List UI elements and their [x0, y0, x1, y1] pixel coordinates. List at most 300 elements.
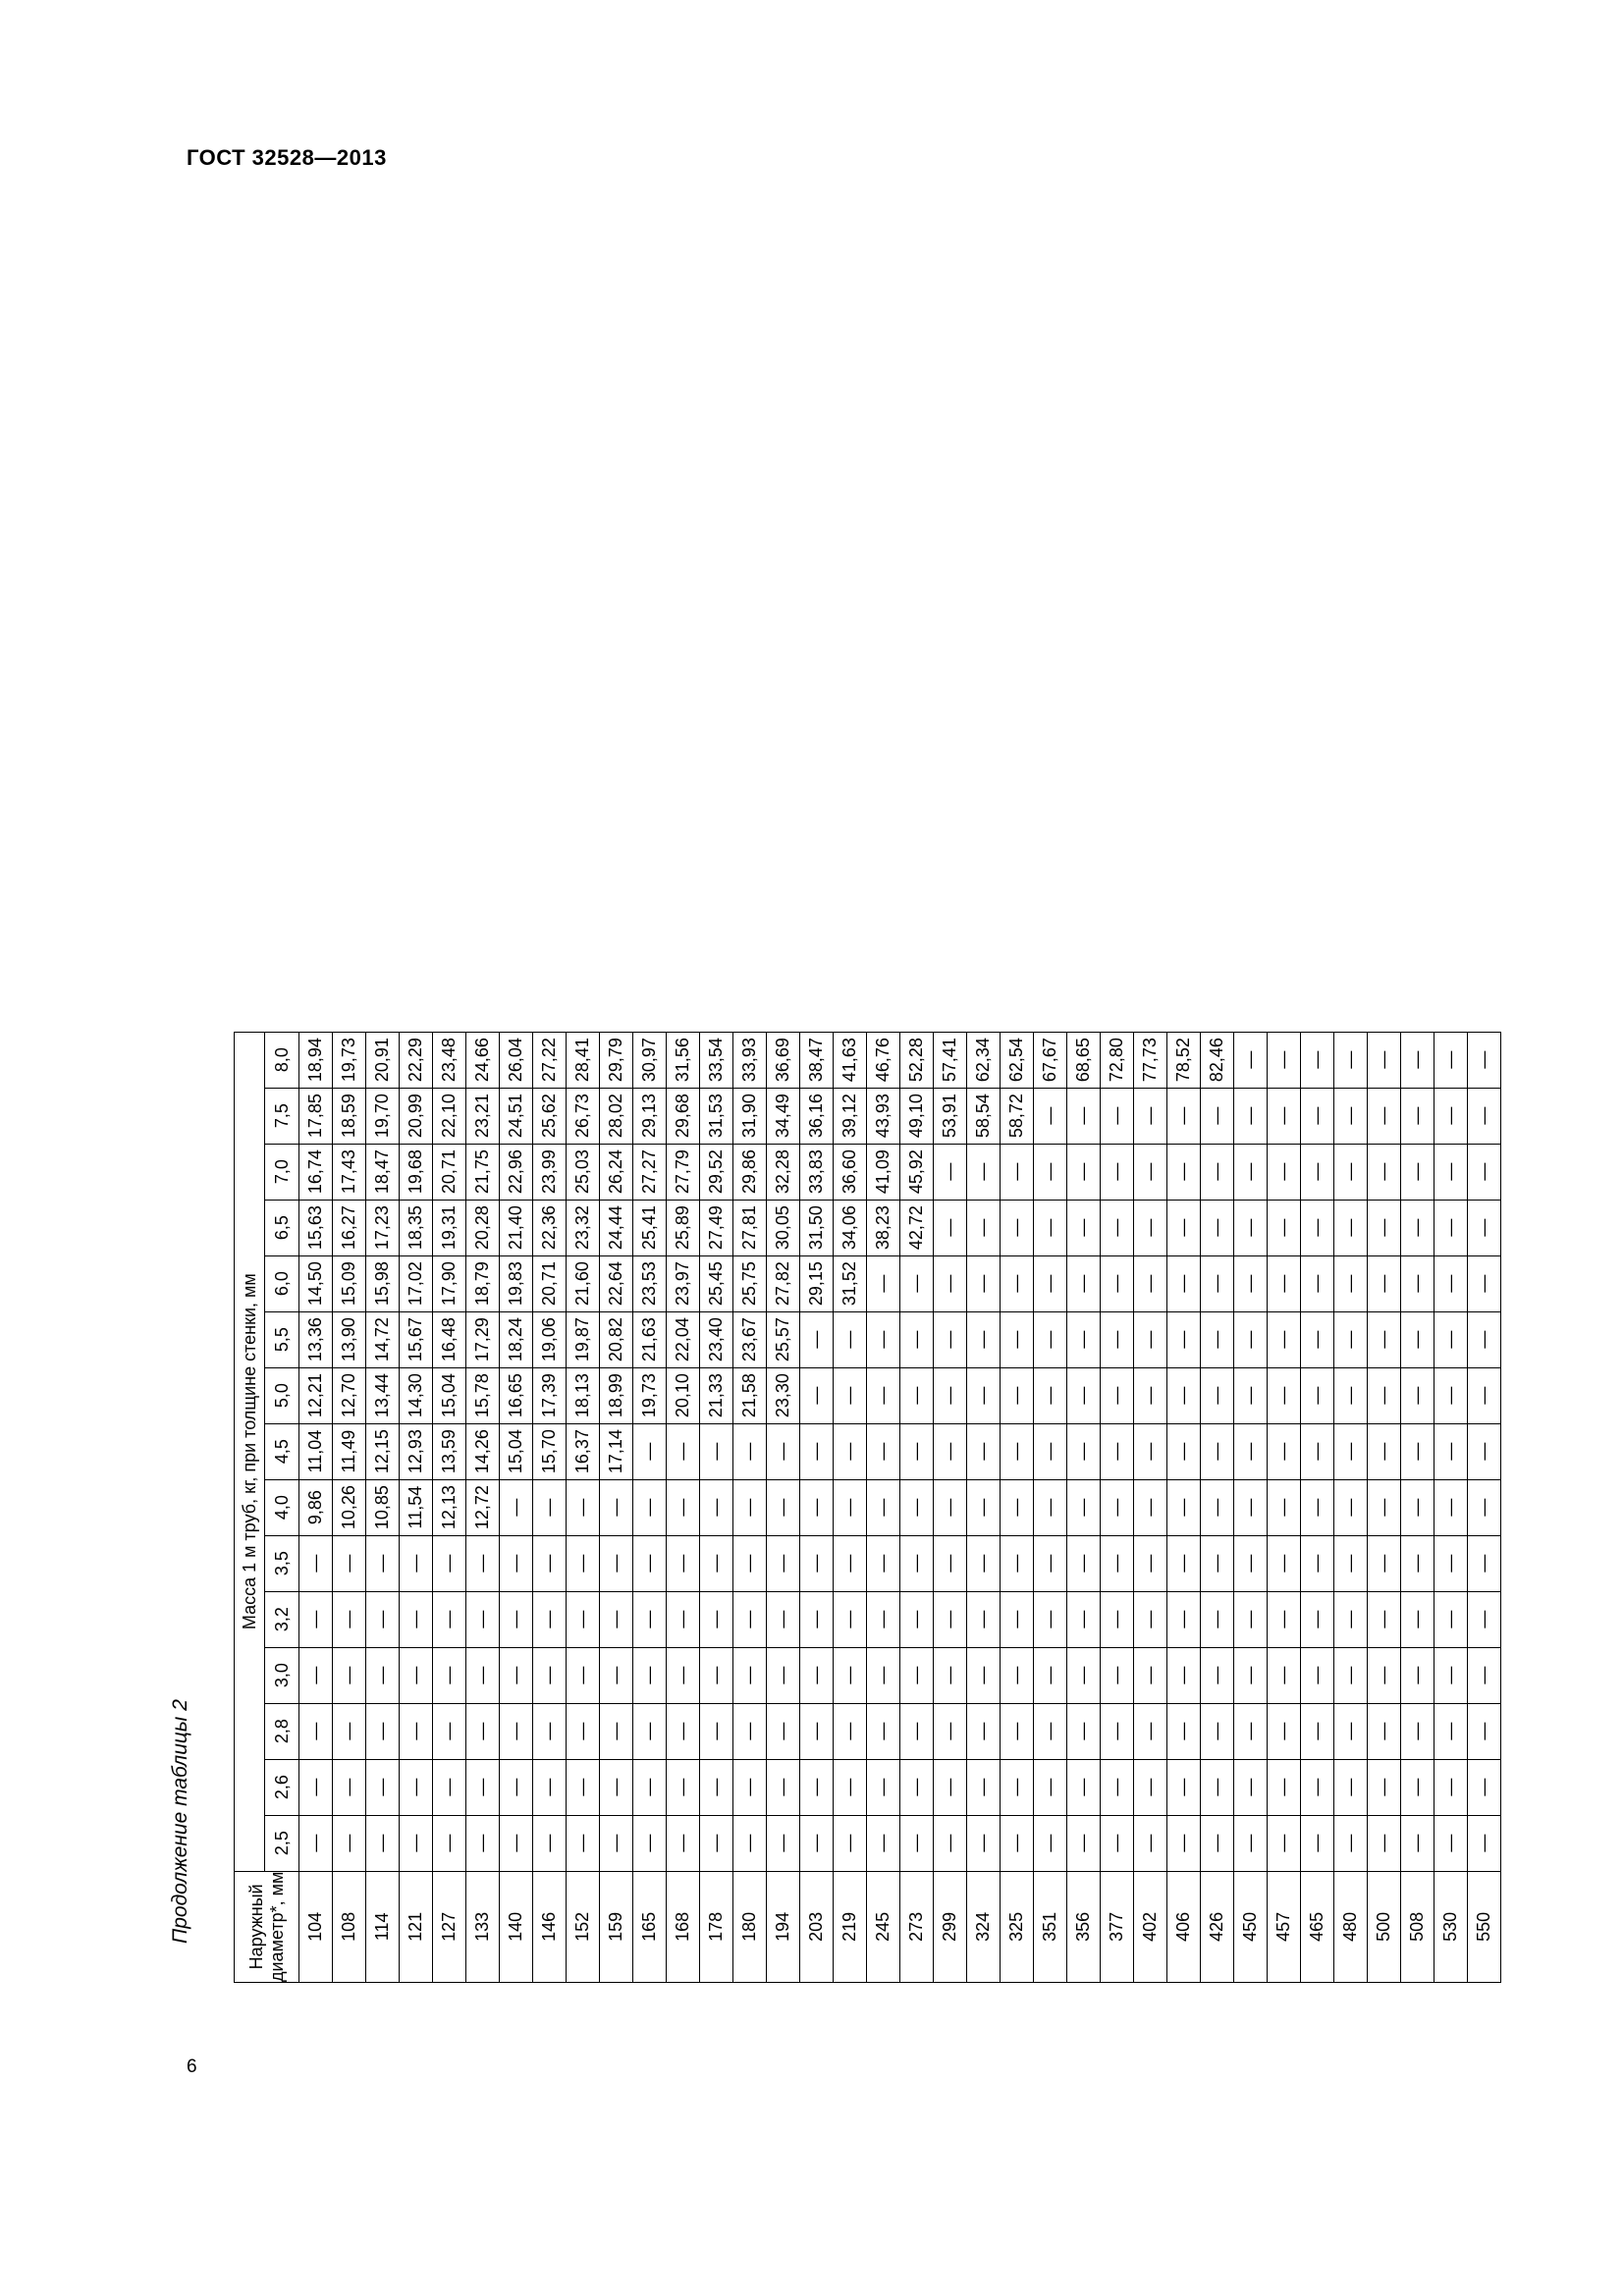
diameter-cell: 127: [433, 1871, 466, 1982]
mass-cell: —: [967, 1255, 1001, 1311]
mass-cell: —: [900, 1367, 934, 1423]
mass-cell: —: [433, 1591, 466, 1647]
mass-cell: 27,79: [667, 1144, 700, 1200]
mass-cell: —: [1234, 1591, 1268, 1647]
mass-cell: —: [1435, 1088, 1468, 1144]
mass-cell: 28,02: [600, 1088, 633, 1144]
thickness-header-2-6: 2,6: [265, 1759, 299, 1815]
mass-cell: 23,30: [767, 1367, 800, 1423]
mass-cell: —: [1468, 1535, 1501, 1591]
mass-cell: —: [1435, 1367, 1468, 1423]
mass-cell: —: [333, 1647, 366, 1703]
mass-cell: —: [1368, 1423, 1401, 1479]
mass-cell: —: [1067, 1591, 1101, 1647]
table-row: [1234, 1032, 1268, 1982]
mass-cell: —: [1201, 1088, 1234, 1144]
table-row: [366, 1032, 400, 1982]
mass-cell: —: [733, 1535, 767, 1591]
mass-cell: 77,73: [1134, 1032, 1167, 1088]
table-row: [1468, 1032, 1501, 1982]
mass-cell: 17,90: [433, 1255, 466, 1311]
mass-cell: —: [633, 1815, 667, 1871]
mass-cell: —: [800, 1311, 834, 1367]
mass-cell: 27,82: [767, 1255, 800, 1311]
mass-cell: —: [466, 1815, 500, 1871]
mass-cell: —: [1067, 1703, 1101, 1759]
thickness-header-5-5: 5,5: [265, 1311, 299, 1367]
mass-cell: —: [967, 1535, 1001, 1591]
thickness-header-7-5: 7,5: [265, 1088, 299, 1144]
mass-cell: —: [1334, 1367, 1368, 1423]
mass-cell: —: [934, 1535, 967, 1591]
mass-cell: 20,10: [667, 1367, 700, 1423]
mass-cell: —: [1034, 1423, 1067, 1479]
table-row: [633, 1032, 667, 1982]
mass-cell: —: [633, 1535, 667, 1591]
mass-cell: 20,82: [600, 1311, 633, 1367]
mass-cell: 19,06: [533, 1311, 567, 1367]
mass-cell: —: [1268, 1815, 1301, 1871]
mass-cell: —: [1468, 1088, 1501, 1144]
page-number: 6: [187, 2056, 197, 2077]
mass-cell: —: [333, 1815, 366, 1871]
mass-cell: 43,93: [867, 1088, 900, 1144]
table-row: [567, 1032, 600, 1982]
diameter-cell: 168: [667, 1871, 700, 1982]
mass-cell: 31,56: [667, 1032, 700, 1088]
mass-cell: —: [1167, 1311, 1201, 1367]
mass-cell: 20,71: [433, 1144, 466, 1200]
mass-cell: —: [1368, 1144, 1401, 1200]
mass-cell: —: [1301, 1647, 1334, 1703]
diameter-cell: 500: [1368, 1871, 1401, 1982]
diameter-cell: 114: [366, 1871, 400, 1982]
table-row: [1401, 1032, 1435, 1982]
mass-cell: —: [1468, 1311, 1501, 1367]
mass-cell: 25,62: [533, 1088, 567, 1144]
mass-cell: 57,41: [934, 1032, 967, 1088]
mass-cell: —: [967, 1311, 1001, 1367]
mass-cell: —: [1301, 1255, 1334, 1311]
mass-cell: —: [1368, 1032, 1401, 1088]
mass-cell: —: [667, 1591, 700, 1647]
table-row: [533, 1032, 567, 1982]
mass-cell: —: [1368, 1647, 1401, 1703]
table-head-group-row: [235, 1032, 265, 1982]
mass-cell: 14,30: [400, 1367, 433, 1423]
mass-cell: —: [1034, 1647, 1067, 1703]
mass-cell: 27,49: [700, 1200, 733, 1255]
mass-cell: 23,97: [667, 1255, 700, 1311]
mass-cell: —: [1201, 1535, 1234, 1591]
mass-cell: —: [1234, 1088, 1268, 1144]
mass-cell: —: [1368, 1200, 1401, 1255]
mass-cell: 15,98: [366, 1255, 400, 1311]
mass-cell: 29,15: [800, 1255, 834, 1311]
mass-cell: 19,73: [333, 1032, 366, 1088]
mass-cell: —: [733, 1591, 767, 1647]
mass-cell: —: [934, 1255, 967, 1311]
mass-cell: —: [834, 1591, 867, 1647]
mass-cell: —: [1134, 1647, 1167, 1703]
thickness-header-6-5: 6,5: [265, 1200, 299, 1255]
thickness-header-8-0: 8,0: [265, 1032, 299, 1088]
mass-cell: —: [800, 1703, 834, 1759]
mass-cell: —: [1001, 1144, 1034, 1200]
mass-cell: 20,28: [466, 1200, 500, 1255]
mass-cell: —: [1001, 1815, 1034, 1871]
mass-cell: 26,73: [567, 1088, 600, 1144]
mass-cell: —: [567, 1535, 600, 1591]
mass-cell: —: [934, 1815, 967, 1871]
mass-cell: —: [533, 1759, 567, 1815]
table-row: [1334, 1032, 1368, 1982]
mass-cell: —: [1201, 1144, 1234, 1200]
mass-cell: —: [1167, 1200, 1201, 1255]
mass-cell: —: [1101, 1200, 1134, 1255]
mass-cell: —: [700, 1479, 733, 1535]
mass-cell: —: [567, 1815, 600, 1871]
mass-cell: 21,33: [700, 1367, 733, 1423]
mass-cell: —: [1034, 1759, 1067, 1815]
mass-cell: —: [633, 1759, 667, 1815]
mass-cell: 52,28: [900, 1032, 934, 1088]
table-row: [767, 1032, 800, 1982]
mass-cell: —: [1067, 1759, 1101, 1815]
mass-cell: 29,79: [600, 1032, 633, 1088]
mass-cell: —: [400, 1535, 433, 1591]
mass-cell: —: [867, 1255, 900, 1311]
mass-cell: —: [1101, 1255, 1134, 1311]
mass-cell: —: [1101, 1647, 1134, 1703]
mass-cell: 58,54: [967, 1088, 1001, 1144]
mass-cell: —: [1468, 1032, 1501, 1088]
mass-cell: —: [900, 1647, 934, 1703]
mass-cell: —: [1468, 1144, 1501, 1200]
mass-cell: —: [567, 1479, 600, 1535]
mass-cell: —: [900, 1255, 934, 1311]
mass-cell: —: [1067, 1535, 1101, 1591]
mass-cell: —: [1167, 1591, 1201, 1647]
corner-header-line1: Наружный: [245, 1884, 266, 1970]
mass-cell: —: [934, 1144, 967, 1200]
mass-cell: —: [900, 1423, 934, 1479]
mass-cell: —: [1268, 1255, 1301, 1311]
mass-cell: —: [1368, 1311, 1401, 1367]
thickness-header-row: [265, 1032, 299, 1982]
mass-cell: —: [1167, 1367, 1201, 1423]
mass-cell: —: [967, 1815, 1001, 1871]
mass-cell: —: [834, 1815, 867, 1871]
mass-cell: 49,10: [900, 1088, 934, 1144]
mass-cell: 25,75: [733, 1255, 767, 1311]
mass-cell: —: [1268, 1591, 1301, 1647]
mass-cell: —: [1134, 1815, 1167, 1871]
mass-cell: —: [967, 1647, 1001, 1703]
mass-cell: 53,91: [934, 1088, 967, 1144]
mass-cell: 34,49: [767, 1088, 800, 1144]
mass-cell: —: [1468, 1255, 1501, 1311]
mass-cell: —: [1301, 1703, 1334, 1759]
diameter-cell: 273: [900, 1871, 934, 1982]
mass-cell: —: [433, 1647, 466, 1703]
mass-cell: —: [299, 1703, 333, 1759]
mass-cell: —: [934, 1200, 967, 1255]
mass-cell: 28,41: [567, 1032, 600, 1088]
mass-cell: 15,70: [533, 1423, 567, 1479]
mass-cell: —: [1468, 1423, 1501, 1479]
mass-cell: 18,35: [400, 1200, 433, 1255]
mass-cell: 12,15: [366, 1423, 400, 1479]
mass-cell: —: [1201, 1255, 1234, 1311]
mass-cell: 18,79: [466, 1255, 500, 1311]
mass-cell: —: [1234, 1479, 1268, 1535]
mass-cell: —: [1067, 1088, 1101, 1144]
mass-cell: —: [1167, 1255, 1201, 1311]
mass-cell: —: [1234, 1759, 1268, 1815]
mass-cell: —: [1268, 1032, 1301, 1088]
mass-cell: —: [834, 1535, 867, 1591]
table-head: [235, 1032, 299, 1982]
table-row: [1001, 1032, 1034, 1982]
mass-cell: 16,65: [500, 1367, 533, 1423]
mass-cell: —: [600, 1703, 633, 1759]
mass-cell: 62,54: [1001, 1032, 1034, 1088]
mass-cell: —: [366, 1647, 400, 1703]
mass-cell: —: [967, 1200, 1001, 1255]
mass-cell: —: [867, 1535, 900, 1591]
mass-cell: —: [1067, 1200, 1101, 1255]
mass-cell: —: [1435, 1647, 1468, 1703]
diameter-cell: 480: [1334, 1871, 1368, 1982]
mass-cell: 27,22: [533, 1032, 567, 1088]
mass-cell: —: [1167, 1423, 1201, 1479]
mass-cell: —: [333, 1703, 366, 1759]
diameter-cell: 299: [934, 1871, 967, 1982]
mass-cell: —: [1468, 1200, 1501, 1255]
diameter-cell: 351: [1034, 1871, 1067, 1982]
mass-cell: 72,80: [1101, 1032, 1134, 1088]
mass-cell: —: [1401, 1759, 1435, 1815]
mass-cell: 14,50: [299, 1255, 333, 1311]
mass-cell: —: [1401, 1144, 1435, 1200]
mass-cell: —: [767, 1703, 800, 1759]
mass-cell: —: [1234, 1032, 1268, 1088]
mass-cell: —: [1468, 1759, 1501, 1815]
mass-cell: 12,72: [466, 1479, 500, 1535]
mass-cell: —: [1334, 1647, 1368, 1703]
mass-cell: —: [1334, 1032, 1368, 1088]
mass-cell: —: [767, 1647, 800, 1703]
table-row: [400, 1032, 433, 1982]
mass-per-meter-table: [234, 1032, 1501, 1983]
mass-cell: —: [900, 1703, 934, 1759]
table-row: [733, 1032, 767, 1982]
mass-cell: 16,48: [433, 1311, 466, 1367]
diameter-cell: 377: [1101, 1871, 1134, 1982]
mass-cell: 9,86: [299, 1479, 333, 1535]
mass-cell: —: [1001, 1200, 1034, 1255]
diameter-cell: 508: [1401, 1871, 1435, 1982]
mass-cell: —: [1001, 1255, 1034, 1311]
mass-cell: —: [934, 1759, 967, 1815]
table-row: [466, 1032, 500, 1982]
mass-cell: —: [1101, 1311, 1134, 1367]
mass-cell: 67,67: [1034, 1032, 1067, 1088]
mass-cell: —: [1101, 1815, 1134, 1871]
mass-cell: —: [1334, 1703, 1368, 1759]
mass-cell: —: [633, 1591, 667, 1647]
mass-cell: —: [633, 1423, 667, 1479]
mass-cell: —: [667, 1535, 700, 1591]
mass-cell: —: [800, 1815, 834, 1871]
diameter-cell: 450: [1234, 1871, 1268, 1982]
mass-cell: 33,54: [700, 1032, 733, 1088]
mass-cell: —: [867, 1647, 900, 1703]
mass-cell: —: [1401, 1703, 1435, 1759]
mass-cell: —: [1334, 1311, 1368, 1367]
mass-cell: —: [1134, 1479, 1167, 1535]
mass-cell: 29,52: [700, 1144, 733, 1200]
mass-cell: —: [867, 1703, 900, 1759]
mass-cell: —: [1435, 1311, 1468, 1367]
table-row: [700, 1032, 733, 1982]
mass-cell: —: [800, 1535, 834, 1591]
mass-cell: 29,68: [667, 1088, 700, 1144]
mass-cell: —: [867, 1479, 900, 1535]
mass-cell: —: [1167, 1479, 1201, 1535]
mass-cell: 24,66: [466, 1032, 500, 1088]
mass-cell: —: [1301, 1311, 1334, 1367]
mass-cell: —: [1101, 1591, 1134, 1647]
diameter-cell: 108: [333, 1871, 366, 1982]
mass-cell: —: [934, 1647, 967, 1703]
mass-cell: 11,54: [400, 1479, 433, 1535]
mass-cell: —: [533, 1479, 567, 1535]
mass-cell: —: [1134, 1759, 1167, 1815]
mass-cell: —: [1435, 1591, 1468, 1647]
mass-cell: —: [1034, 1367, 1067, 1423]
diameter-cell: 121: [400, 1871, 433, 1982]
mass-cell: 45,92: [900, 1144, 934, 1200]
table-row: [333, 1032, 366, 1982]
mass-cell: —: [934, 1479, 967, 1535]
mass-cell: —: [1368, 1759, 1401, 1815]
mass-cell: 16,27: [333, 1200, 366, 1255]
mass-cell: 22,29: [400, 1032, 433, 1088]
mass-cell: —: [834, 1479, 867, 1535]
mass-cell: 18,59: [333, 1088, 366, 1144]
mass-cell: 13,59: [433, 1423, 466, 1479]
mass-cell: 33,83: [800, 1144, 834, 1200]
table-row: [934, 1032, 967, 1982]
corner-header-line2: диаметр*, мм: [266, 1871, 287, 1982]
mass-cell: —: [1401, 1479, 1435, 1535]
mass-cell: 22,64: [600, 1255, 633, 1311]
table-row: [1101, 1032, 1134, 1982]
mass-cell: —: [1368, 1535, 1401, 1591]
mass-cell: —: [1101, 1144, 1134, 1200]
mass-cell: —: [700, 1815, 733, 1871]
mass-cell: —: [333, 1535, 366, 1591]
mass-cell: —: [1334, 1815, 1368, 1871]
table-row: [1034, 1032, 1067, 1982]
mass-cell: —: [600, 1759, 633, 1815]
mass-cell: —: [934, 1367, 967, 1423]
mass-cell: 23,53: [633, 1255, 667, 1311]
table-row: [1167, 1032, 1201, 1982]
mass-cell: —: [366, 1815, 400, 1871]
mass-cell: 29,13: [633, 1088, 667, 1144]
mass-cell: —: [1435, 1144, 1468, 1200]
mass-cell: —: [1401, 1535, 1435, 1591]
mass-cell: —: [834, 1311, 867, 1367]
diameter-cell: 178: [700, 1871, 733, 1982]
mass-cell: —: [1268, 1311, 1301, 1367]
mass-cell: 15,67: [400, 1311, 433, 1367]
mass-cell: —: [1334, 1535, 1368, 1591]
diameter-cell: 245: [867, 1871, 900, 1982]
mass-cell: 23,99: [533, 1144, 567, 1200]
diameter-cell: 219: [834, 1871, 867, 1982]
table-continuation-caption: Продолжение таблицы 2: [169, 1699, 191, 1944]
mass-cell: —: [767, 1535, 800, 1591]
mass-cell: —: [834, 1647, 867, 1703]
mass-cell: —: [1334, 1479, 1368, 1535]
mass-cell: —: [1134, 1535, 1167, 1591]
mass-cell: 18,99: [600, 1367, 633, 1423]
mass-cell: 20,71: [533, 1255, 567, 1311]
mass-cell: 14,72: [366, 1311, 400, 1367]
diameter-cell: 140: [500, 1871, 533, 1982]
mass-cell: 21,60: [567, 1255, 600, 1311]
mass-cell: 18,94: [299, 1032, 333, 1088]
mass-cell: —: [1134, 1311, 1167, 1367]
mass-cell: —: [1301, 1088, 1334, 1144]
mass-cell: —: [1201, 1591, 1234, 1647]
diameter-cell: 402: [1134, 1871, 1167, 1982]
mass-cell: —: [433, 1759, 466, 1815]
mass-cell: —: [800, 1423, 834, 1479]
mass-cell: 32,28: [767, 1144, 800, 1200]
mass-cell: —: [700, 1703, 733, 1759]
mass-cell: —: [433, 1815, 466, 1871]
mass-cell: —: [1435, 1423, 1468, 1479]
mass-cell: —: [667, 1815, 700, 1871]
mass-cell: —: [1401, 1032, 1435, 1088]
mass-cell: 68,65: [1067, 1032, 1101, 1088]
mass-cell: —: [867, 1311, 900, 1367]
mass-cell: 12,70: [333, 1367, 366, 1423]
mass-cell: —: [700, 1759, 733, 1815]
mass-cell: —: [900, 1591, 934, 1647]
mass-cell: —: [1401, 1423, 1435, 1479]
mass-cell: —: [299, 1815, 333, 1871]
mass-cell: —: [1101, 1088, 1134, 1144]
mass-cell: —: [1468, 1647, 1501, 1703]
mass-cell: 17,39: [533, 1367, 567, 1423]
mass-cell: —: [1334, 1255, 1368, 1311]
mass-cell: —: [1067, 1311, 1101, 1367]
mass-cell: —: [1034, 1703, 1067, 1759]
mass-cell: —: [1034, 1311, 1067, 1367]
mass-cell: —: [1301, 1200, 1334, 1255]
mass-cell: —: [299, 1759, 333, 1815]
mass-cell: —: [1234, 1703, 1268, 1759]
mass-cell: 18,13: [567, 1367, 600, 1423]
mass-cell: —: [733, 1815, 767, 1871]
table-row: [1368, 1032, 1401, 1982]
